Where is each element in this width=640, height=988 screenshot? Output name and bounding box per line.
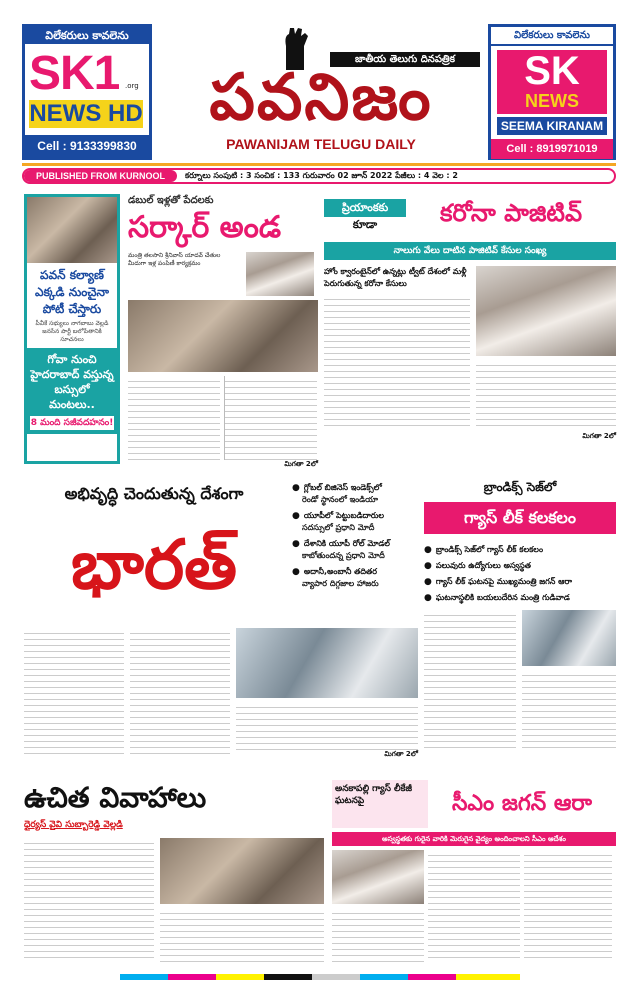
brandix-bullet: ● బ్రాండిక్స్ సెజ్‌లో గ్యాస్ లీక్ కలకలం bbox=[424, 542, 616, 558]
bharat-bullet: ● అదానీ,అంబానీ తదితర bbox=[292, 566, 422, 578]
bharat-bullet: రెండో స్థానంలో ఇండియా bbox=[302, 495, 378, 504]
sarkar-body-2 bbox=[224, 376, 317, 460]
bharat-kicker: అభివృద్ధి చెందుతున్న దేశంగా bbox=[64, 484, 244, 503]
jagan-headline: సీఎం జగన్ ఆరా bbox=[451, 791, 593, 816]
brandix-story bbox=[424, 478, 616, 768]
right-ad-tagline: విలేకరులు కావలెను bbox=[491, 27, 613, 46]
dateline-bar bbox=[22, 168, 616, 184]
jagan-kicker: అనకాపల్లి గ్యాస్ లీకేజీ ఘటనపై bbox=[332, 780, 428, 828]
brandix-body-1 bbox=[424, 610, 516, 750]
priyanka-byline: మిగతా 2లో bbox=[582, 432, 616, 440]
marriage-story bbox=[24, 778, 324, 968]
marriage-body-1 bbox=[24, 838, 154, 962]
right-ad-name: SEEMA KIRANAM bbox=[497, 117, 607, 135]
left-ad-org: .org bbox=[125, 82, 139, 90]
right-ad-sub: NEWS bbox=[525, 91, 579, 111]
brandix-photo bbox=[522, 610, 616, 666]
bharat-body-2 bbox=[130, 628, 230, 758]
goa-note: 8 మంది సజీవదహనం! bbox=[30, 418, 114, 428]
priyanka-kicker2: కూడా bbox=[352, 218, 378, 231]
jagan-body-2 bbox=[428, 850, 520, 962]
masthead-rule bbox=[22, 163, 616, 166]
brandix-kicker: బ్రాండిక్స్ సెజ్‌లో bbox=[483, 480, 557, 494]
bharat-story bbox=[24, 478, 418, 768]
bharat-headline: భారత్ bbox=[70, 526, 238, 605]
priyanka-subhead: హోం క్వారంటైన్‌లో ఉన్నట్లు ట్వీట్ దేశంలో మళ్లీ పెరుగుతున్న కరోనా కేసులు bbox=[324, 267, 467, 288]
masthead-title-block bbox=[160, 24, 482, 160]
sarkar-story bbox=[128, 194, 318, 472]
bharat-bullet: ● యూపీలో పెట్టుబడిదారుల bbox=[292, 510, 422, 522]
bharat-bullets bbox=[292, 482, 422, 590]
brandix-bullet: ● ఘటనాస్థలికి బయలుదేరిన మంత్రి గుడివాడ bbox=[424, 590, 616, 606]
priyanka-story bbox=[324, 194, 616, 472]
jagan-story bbox=[332, 780, 616, 970]
brandix-headline: గ్యాస్ లీక్ కలకలం bbox=[424, 502, 616, 534]
brandix-bullet: ● గ్యాస్ లీక్ ఘటనపై ముఖ్యమంత్రి జగన్ ఆరా bbox=[424, 574, 616, 590]
left-ad-box bbox=[22, 24, 152, 160]
bharat-bullet: ● గ్లోబల్ బిజినెస్ ఇండెక్స్‌లో bbox=[292, 482, 422, 494]
dateline-published: PUBLISHED FROM KURNOOL bbox=[24, 170, 177, 182]
goa-headline: గోవా నుంచి హైదరాబాద్ వస్తున్న బస్సులో మంటలు.. bbox=[30, 353, 114, 411]
jagan-body-1 bbox=[332, 908, 424, 962]
priyanka-photo bbox=[476, 266, 616, 356]
bharat-byline: మిగతా 2లో bbox=[384, 750, 418, 758]
left-ad-brand: SK1 bbox=[29, 47, 120, 100]
jagan-body-3 bbox=[524, 850, 612, 962]
bharat-bullet: ● దేశానికి యూపీ రోల్ మోడల్ bbox=[292, 538, 422, 550]
bharat-bullet: వ్యాపార దిగ్గజాల హాజరు bbox=[302, 579, 379, 588]
jagan-photo bbox=[332, 850, 424, 904]
bharat-body-1 bbox=[24, 628, 124, 758]
pawan-subtext: పీవీకే సభ్యులు నాగబాబు వెల్లడి జనసేన పార్టీ బలోపేతానికి సూచనలు bbox=[35, 320, 109, 343]
left-ad-sub: NEWS HD bbox=[29, 100, 143, 127]
sarkar-headline: సర్కార్ అండ bbox=[128, 210, 282, 245]
masthead-tag: జాతీయ తెలుగు దినపత్రిక bbox=[330, 52, 480, 67]
priyanka-body-1 bbox=[324, 294, 470, 426]
sarkar-lede: మంత్రి తలసాని శ్రీనివాస్ యాదవ్ చేతుల మీదుగా ఇళ్ల పంపిణీ కార్యక్రమం bbox=[128, 252, 221, 267]
bharat-bullet: సదస్సులో ప్రధాని మోదీ bbox=[302, 523, 375, 532]
priyanka-headline: కరోనా పాజిటివ్ bbox=[439, 199, 583, 227]
pawan-headline: పవన్ కల్యాణ్ ఎక్కడి నుంచైనా పోటీ చేస్తారు bbox=[27, 263, 117, 320]
sarkar-body-1 bbox=[128, 376, 220, 460]
priyanka-kicker: ప్రియాంకకు bbox=[324, 199, 406, 217]
sarkar-photo-main bbox=[128, 300, 318, 372]
masthead-title: పవనిజం bbox=[209, 61, 433, 135]
sarkar-photo-small bbox=[246, 252, 314, 296]
dateline-details: కర్నూలు సంపుటి : 3 సంచిక : 133 గురువారం 02 జూన్ 2022 పేజీలు : 4 వెల : 2 bbox=[185, 170, 458, 180]
left-ad-tagline: విలేకరులు కావలెను bbox=[25, 27, 149, 44]
right-ad-brand: SK bbox=[524, 49, 580, 93]
registration-bar bbox=[120, 974, 520, 980]
right-ad-phone: Cell : 8919971019 bbox=[491, 139, 613, 159]
masthead-english: PAWANIJAM TELUGU DAILY bbox=[226, 136, 416, 152]
pawan-photo bbox=[27, 197, 117, 263]
marriage-headline: ఉచిత వివాహాలు bbox=[24, 781, 207, 814]
pawan-story-box bbox=[24, 194, 120, 464]
sarkar-byline: మిగతా 2లో bbox=[284, 460, 318, 468]
right-ad-box bbox=[488, 24, 616, 160]
brandix-bullet: ● పలువురు ఉద్యోగులు అస్వస్థత bbox=[424, 558, 616, 574]
brandix-body-2 bbox=[522, 670, 616, 750]
jagan-strap: అస్వస్థతకు గురైన వారికి మెరుగైన వైద్యం అందించాలని సీఎం ఆదేశం bbox=[332, 832, 616, 846]
priyanka-strap: నాలుగు వేలు దాటిన పాజిటివ్ కేసుల సంఖ్య bbox=[324, 242, 616, 260]
marriage-subhead: ధైర్యస్ వైవి సుబ్బారెడ్డి వెల్లడి bbox=[24, 820, 123, 830]
bharat-bullet: కాబోతుందన్న ప్రధాని మోదీ bbox=[302, 551, 385, 560]
bharat-body-3 bbox=[236, 702, 418, 750]
bharat-photo bbox=[236, 628, 418, 698]
sarkar-kicker: డబుల్ ఇళ్లతో పేదలకు bbox=[128, 195, 214, 206]
marriage-photo bbox=[160, 838, 324, 904]
priyanka-body-2 bbox=[476, 360, 616, 430]
left-ad-phone: Cell : 9133399830 bbox=[25, 135, 149, 157]
marriage-body-2 bbox=[160, 908, 324, 962]
